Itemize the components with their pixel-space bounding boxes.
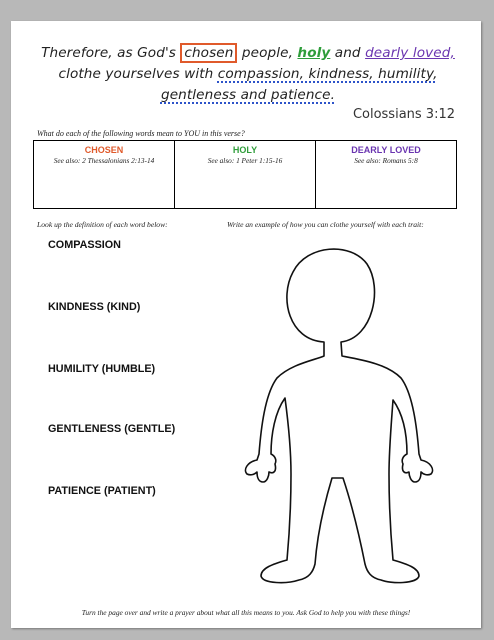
trait-gentleness: GENTLENESS (GENTLE): [48, 423, 176, 435]
verse-reference: Colossians 3:12: [352, 107, 455, 122]
word-holy-highlight: holy: [297, 45, 331, 61]
verse-part: and: [330, 45, 366, 61]
column-dearly-loved[interactable]: [316, 141, 456, 208]
verse-part: people,: [237, 45, 298, 61]
instruction-right: Write an example of how you can clothe yourself with each trait:: [227, 220, 424, 229]
verse-text: [33, 43, 463, 106]
footer-instruction: Turn the page over and write a prayer about what all this means to you. Ask God to help you with these things!: [81, 608, 411, 617]
column-holy[interactable]: [175, 141, 316, 208]
trait-humility: HUMILITY (HUMBLE): [48, 363, 156, 375]
word-meaning-table: [33, 140, 457, 209]
column-reference: See also: Romans 5:8: [354, 156, 418, 165]
trait-compassion: COMPASSION: [48, 239, 121, 251]
word-dearly-loved-highlight: dearly loved,: [365, 45, 455, 61]
verse-part: clothe yourselves with: [58, 66, 218, 82]
word-chosen-highlight: chosen: [180, 43, 237, 63]
traits-dotted-underline: compassion, kindness, humility,: [217, 66, 438, 82]
column-reference: See also: 1 Peter 1:15-16: [207, 156, 283, 165]
verse-part: Therefore, as God's: [41, 45, 181, 61]
column-title: DEARLY LOVED: [351, 145, 421, 155]
trait-kindness: KINDNESS (KIND): [48, 301, 141, 313]
person-outline-drawing: [221, 238, 453, 588]
column-title: CHOSEN: [84, 145, 124, 155]
trait-patience: PATIENCE (PATIENT): [48, 485, 156, 497]
worksheet-page: [11, 21, 481, 628]
column-chosen[interactable]: [34, 141, 175, 208]
table-question: What do each of the following words mean to YOU in this verse?: [37, 129, 245, 138]
instruction-left: Look up the definition of each word below:: [37, 220, 168, 229]
traits-dotted-underline-2: gentleness and patience.: [160, 87, 336, 103]
column-title: HOLY: [232, 145, 258, 155]
column-reference: See also: 2 Thessalonians 2:13-14: [53, 156, 155, 165]
